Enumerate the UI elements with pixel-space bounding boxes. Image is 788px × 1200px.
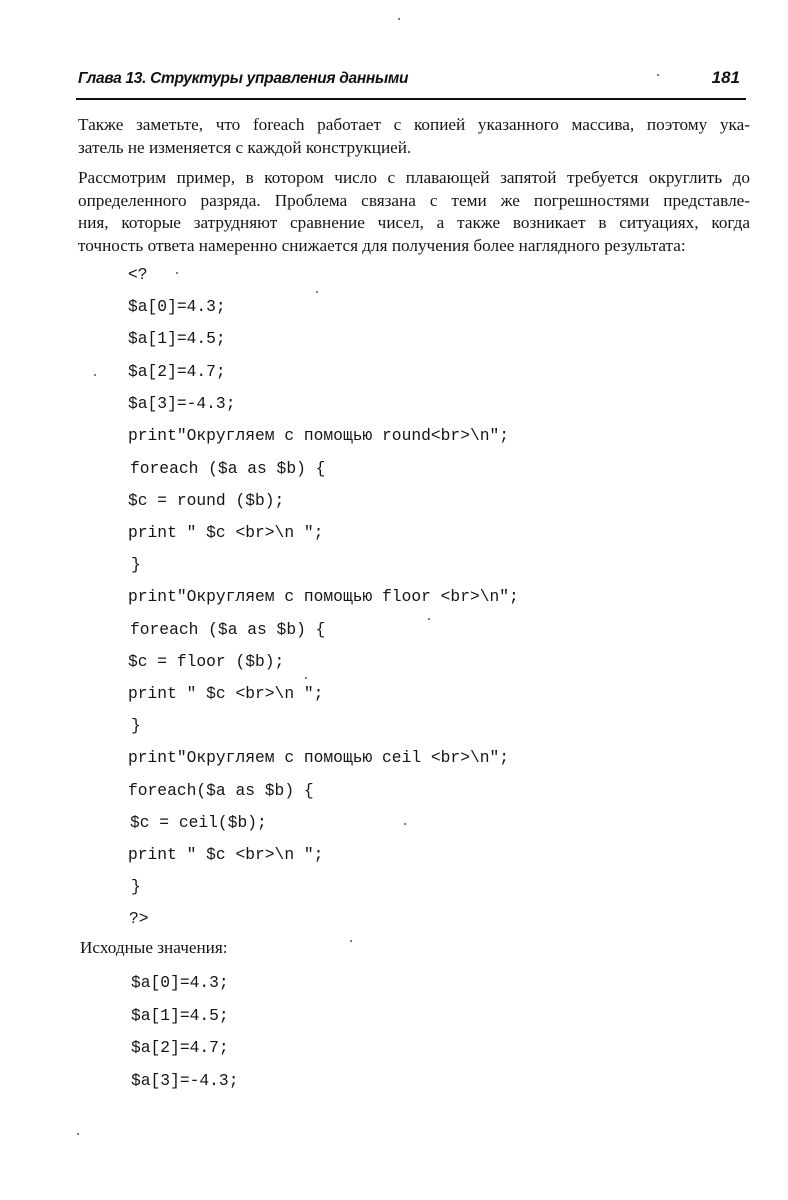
code-line: print"Округляем с помощью ceil <br>\n"; <box>128 748 510 767</box>
scan-speck <box>176 272 178 274</box>
page-number: 181 <box>711 68 740 87</box>
code-line: foreach ($a as $b) { <box>130 459 326 478</box>
code-line: } <box>131 716 141 735</box>
scan-speck <box>398 18 400 20</box>
code-line: $a[1]=4.5; <box>131 1006 229 1025</box>
paragraph-rounding-intro <box>78 167 750 257</box>
initial-values-label: Исходные значения: <box>80 938 228 957</box>
code-line: $a[0]=4.3; <box>128 297 226 316</box>
paragraph-line: Рассмотрим пример, в котором число с плавающей запятой требуется округлить до <box>78 168 750 187</box>
paragraph-line: ния, которые затрудняют сравнение чисел, а также возникает в ситуациях, когда <box>78 213 750 232</box>
code-line: print " $c <br>\n "; <box>128 523 324 542</box>
code-line: $a[1]=4.5; <box>128 329 226 348</box>
scan-speck <box>316 291 318 293</box>
code-line: print"Округляем с помощью floor <br>\n"; <box>128 587 519 606</box>
code-line: ?> <box>129 909 149 928</box>
paragraph-foreach-note <box>78 114 750 159</box>
code-line: print"Округляем с помощью round<br>\n"; <box>128 426 510 445</box>
code-line: } <box>131 555 141 574</box>
code-line: $c = floor ($b); <box>128 652 285 671</box>
scan-speck <box>657 74 659 76</box>
header-divider <box>76 98 746 100</box>
paragraph-line: затель не изменяется с каждой конструкцией. <box>78 137 412 157</box>
paragraph-line: точность ответа намеренно снижается для получения более наглядного результата: <box>78 235 686 255</box>
paragraph-line: определенного разряда. Проблема связана с теми же погрешностями представле- <box>78 190 750 210</box>
code-line: } <box>131 877 141 896</box>
code-line: $a[3]=-4.3; <box>128 394 236 413</box>
code-line: $a[3]=-4.3; <box>131 1071 239 1090</box>
code-line: print " $c <br>\n "; <box>128 845 324 864</box>
chapter-title: Глава 13. Структуры управления данными <box>78 70 409 87</box>
scan-speck <box>404 823 406 825</box>
code-line: $a[2]=4.7; <box>128 362 226 381</box>
code-line: <? <box>128 265 148 284</box>
code-line: $c = round ($b); <box>128 491 285 510</box>
scan-speck <box>305 677 307 679</box>
code-line: $c = ceil($b); <box>130 813 267 832</box>
scan-speck <box>350 940 352 942</box>
code-line: foreach($a as $b) { <box>128 781 314 800</box>
scan-speck <box>77 1133 79 1135</box>
code-line: foreach ($a as $b) { <box>130 620 326 639</box>
code-line: print " $c <br>\n "; <box>128 684 324 703</box>
paragraph-line: Также заметьте, что foreach работает с копией указанного массива, поэтому ука- <box>78 115 750 134</box>
code-line: $a[2]=4.7; <box>131 1038 229 1057</box>
code-line: $a[0]=4.3; <box>131 973 229 992</box>
scan-speck <box>428 618 430 620</box>
scan-speck <box>94 374 96 376</box>
